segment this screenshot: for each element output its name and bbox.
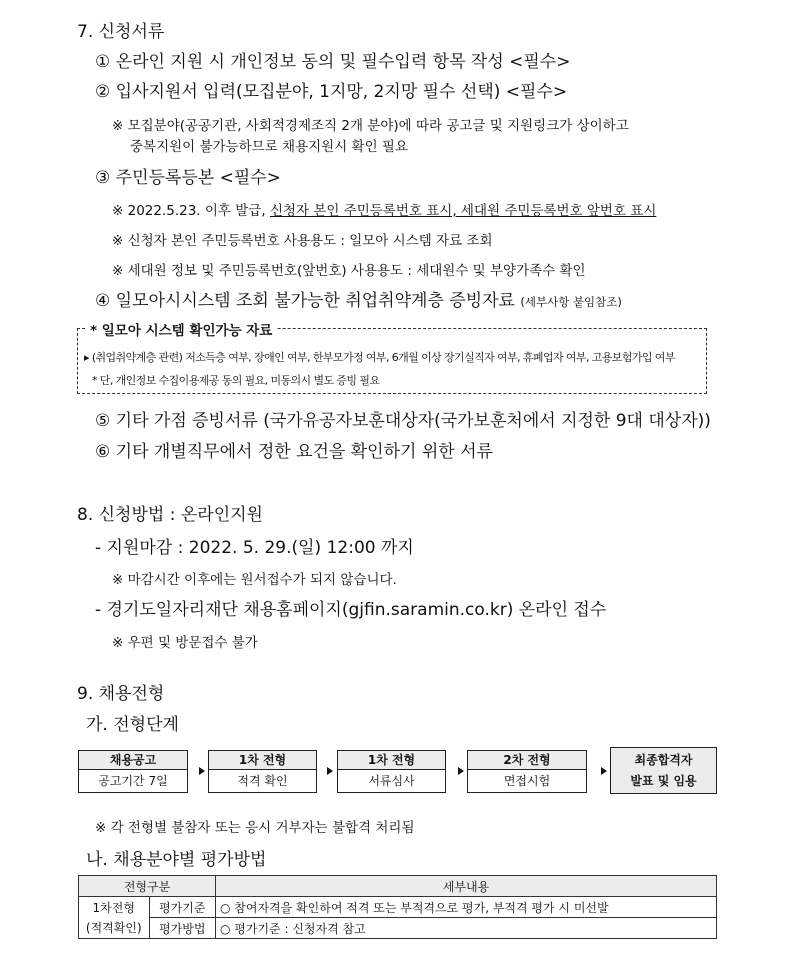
ilmoa-info-box xyxy=(77,323,707,394)
online-application: - 경기도일자리재단 채용홈페이지(gjfin.saramin.co.kr) 온라인 접수 xyxy=(95,600,607,620)
step-head: 2차 전형 xyxy=(468,751,586,770)
subsection-stages: 가. 전형단계 xyxy=(86,715,179,735)
item-1: ① 온라인 지원 시 개인정보 동의 및 필수입력 항목 작성 <필수> xyxy=(95,52,571,72)
item-4-sub: (세부사항 붙임참조) xyxy=(520,295,622,309)
step-body: 면접시험 xyxy=(503,774,551,788)
item-3: ③ 주민등록등본 <필수> xyxy=(95,168,281,188)
box-line-2: * 단, 개인정보 수집이용제공 동의 필요, 미동의시 별도 증빙 필요 xyxy=(92,374,380,387)
step-eligibility xyxy=(208,750,317,793)
note-household-usage: ※ 세대원 정보 및 주민등록번호(앞번호) 사용용도 : 세대원수 및 부양가족수 확인 xyxy=(112,263,586,279)
note-issue-date xyxy=(112,199,656,219)
note-recruit-field-cont: 중복지원이 불가능하므로 채용지원시 확인 필요 xyxy=(130,139,408,155)
table-row xyxy=(79,918,717,939)
final-line-1: 최종합격자 xyxy=(634,753,693,767)
step-head: 1차 전형 xyxy=(338,751,445,770)
subsection-evaluation: 나. 채용분야별 평가방법 xyxy=(86,850,267,870)
row-label: 평가기준 xyxy=(149,897,215,918)
step-interview xyxy=(467,750,587,793)
arrow-right-icon xyxy=(199,767,205,775)
table-header-row xyxy=(79,876,717,897)
final-line-2: 발표 및 임용 xyxy=(630,774,697,788)
table-row xyxy=(79,897,717,918)
item-6: ⑥ 기타 개별직무에서 정한 요건을 확인하기 위한 서류 xyxy=(95,442,493,462)
step-document-review xyxy=(337,750,446,793)
step-head: 채용공고 xyxy=(79,751,187,770)
note-id-usage: ※ 신청자 본인 주민등록번호 사용용도 : 일모아 시스템 자료 조회 xyxy=(112,233,493,249)
row-label: 평가방법 xyxy=(149,918,215,939)
note-issue-date-underlined: 신청자 본인 주민등록번호 표시, 세대원 주민등록번호 앞번호 표시 xyxy=(269,203,657,219)
step-announcement xyxy=(78,750,188,793)
box-line-1: ▸ (취업취약계층 관련) 저소득층 여부, 장애인 여부, 한부모가정 여부, 6개월 이상 장기실직자 여부, 휴폐업자 여부, 고용보험가입 여부 xyxy=(84,351,675,364)
note-issue-date-prefix: ※ 2022.5.23. 이후 발급, xyxy=(112,203,270,219)
stage-name: 1차전형 xyxy=(92,900,135,915)
arrow-right-icon xyxy=(601,767,607,775)
row-text: ○ 평가기준 : 신청자격 참고 xyxy=(216,918,717,939)
step-body: 적격 확인 xyxy=(237,774,288,788)
header-stage: 전형구분 xyxy=(79,876,216,897)
evaluation-table xyxy=(78,875,717,939)
section-7-title: 7. 신청서류 xyxy=(77,22,165,42)
step-head: 1차 전형 xyxy=(209,751,316,770)
box-title: * 일모아 시스템 확인가능 자료 xyxy=(86,319,276,339)
arrow-right-icon xyxy=(458,767,464,775)
stage-cell xyxy=(79,897,150,939)
note-no-mail: ※ 우편 및 방문접수 불가 xyxy=(112,635,258,651)
row-text: ○ 참여자격을 확인하여 적격 또는 부적격으로 평가, 부적격 평가 시 미선발 xyxy=(216,897,717,918)
header-detail: 세부내용 xyxy=(216,876,717,897)
step-final xyxy=(610,747,717,794)
arrow-right-icon xyxy=(327,767,333,775)
note-recruit-field: ※ 모집분야(공공기관, 사회적경제조직 2개 분야)에 따라 공고글 및 지원링크가 상이하고 xyxy=(112,118,629,134)
item-4-text: ④ 일모아시시스템 조회 불가능한 취업취약계층 증빙자료 xyxy=(95,291,515,311)
item-2: ② 입사지원서 입력(모집분야, 1지망, 2지망 필수 선택) <필수> xyxy=(95,82,568,102)
deadline: - 지원마감 : 2022. 5. 29.(일) 12:00 까지 xyxy=(95,538,414,558)
step-body: 공고기간 7일 xyxy=(98,774,168,788)
note-deadline: ※ 마감시간 이후에는 원서접수가 되지 않습니다. xyxy=(112,572,397,588)
note-absentees: ※ 각 전형별 불참자 또는 응시 거부자는 불합격 처리됨 xyxy=(95,820,415,836)
item-4 xyxy=(95,286,622,311)
section-9-title: 9. 채용전형 xyxy=(77,684,165,704)
step-body: 서류심사 xyxy=(368,774,415,788)
section-8-title: 8. 신청방법 : 온라인지원 xyxy=(77,505,263,525)
stage-sub: (적격확인) xyxy=(85,920,142,935)
item-5: ⑤ 기타 가점 증빙서류 (국가유공자보훈대상자(국가보훈처에서 지정한 9대 대상자)) xyxy=(95,411,711,431)
